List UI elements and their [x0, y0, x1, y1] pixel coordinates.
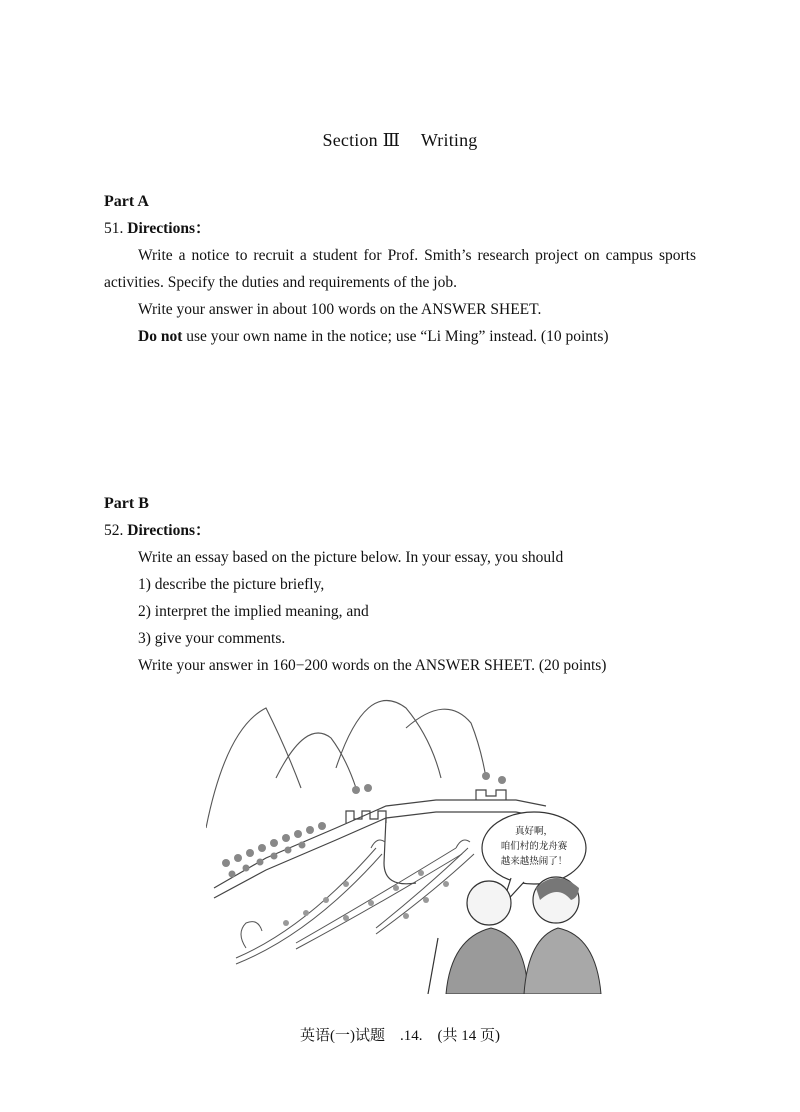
directions-label: Directions — [127, 522, 195, 539]
list-item: 3) give your comments. — [138, 630, 286, 647]
rowers — [283, 870, 449, 926]
directions-paragraph-3 — [104, 323, 696, 350]
question-52-header — [104, 517, 696, 544]
directions-paragraph-2: Write your answer in about 100 words on the ANSWER SHEET. — [138, 301, 542, 318]
question-number: 52. — [104, 522, 124, 539]
part-a-title: Part A — [104, 193, 149, 210]
part-b — [104, 490, 696, 679]
speech-line: 越来越热闹了！ — [500, 856, 568, 867]
section-name: Writing — [420, 130, 478, 150]
page-footer: 英语(一)试题 .14. (共 14 页) — [300, 1028, 500, 1044]
directions-colon: ： — [194, 522, 211, 539]
speech-line: 真好啊， — [514, 826, 554, 837]
list-item: 2) interpret the implied meaning, and — [138, 603, 369, 620]
mountains — [206, 701, 486, 829]
directions-paragraph-3-rest: use your own name in the notice; use “Li Ming” instead. (10 points) — [182, 328, 609, 345]
elderly-couple — [428, 877, 601, 994]
dragon-boat-cartoon — [206, 688, 606, 994]
list-item: 1) describe the picture briefly, — [138, 576, 325, 593]
speech-line: 咱们村的龙舟赛 — [500, 841, 568, 852]
directions-colon: ： — [194, 220, 211, 237]
directions-paragraph-1: Write a notice to recruit a student for Prof. Smith’s research project on campus sports activities. Specify the duties and requirements of the job. — [104, 247, 696, 291]
question-number: 51. — [104, 220, 124, 237]
essay-intro: Write an essay based on the picture below. In your essay, you should — [138, 549, 564, 566]
essay-closing: Write your answer in 160−200 words on the ANSWER SHEET. (20 points) — [138, 657, 607, 674]
do-not-emphasis: Do not — [138, 328, 183, 345]
directions-label: Directions — [127, 220, 195, 237]
part-b-title: Part B — [104, 495, 149, 512]
part-a — [104, 188, 696, 350]
section-label: Section Ⅲ — [322, 130, 401, 150]
section-title — [0, 130, 800, 151]
question-51-header — [104, 215, 696, 242]
